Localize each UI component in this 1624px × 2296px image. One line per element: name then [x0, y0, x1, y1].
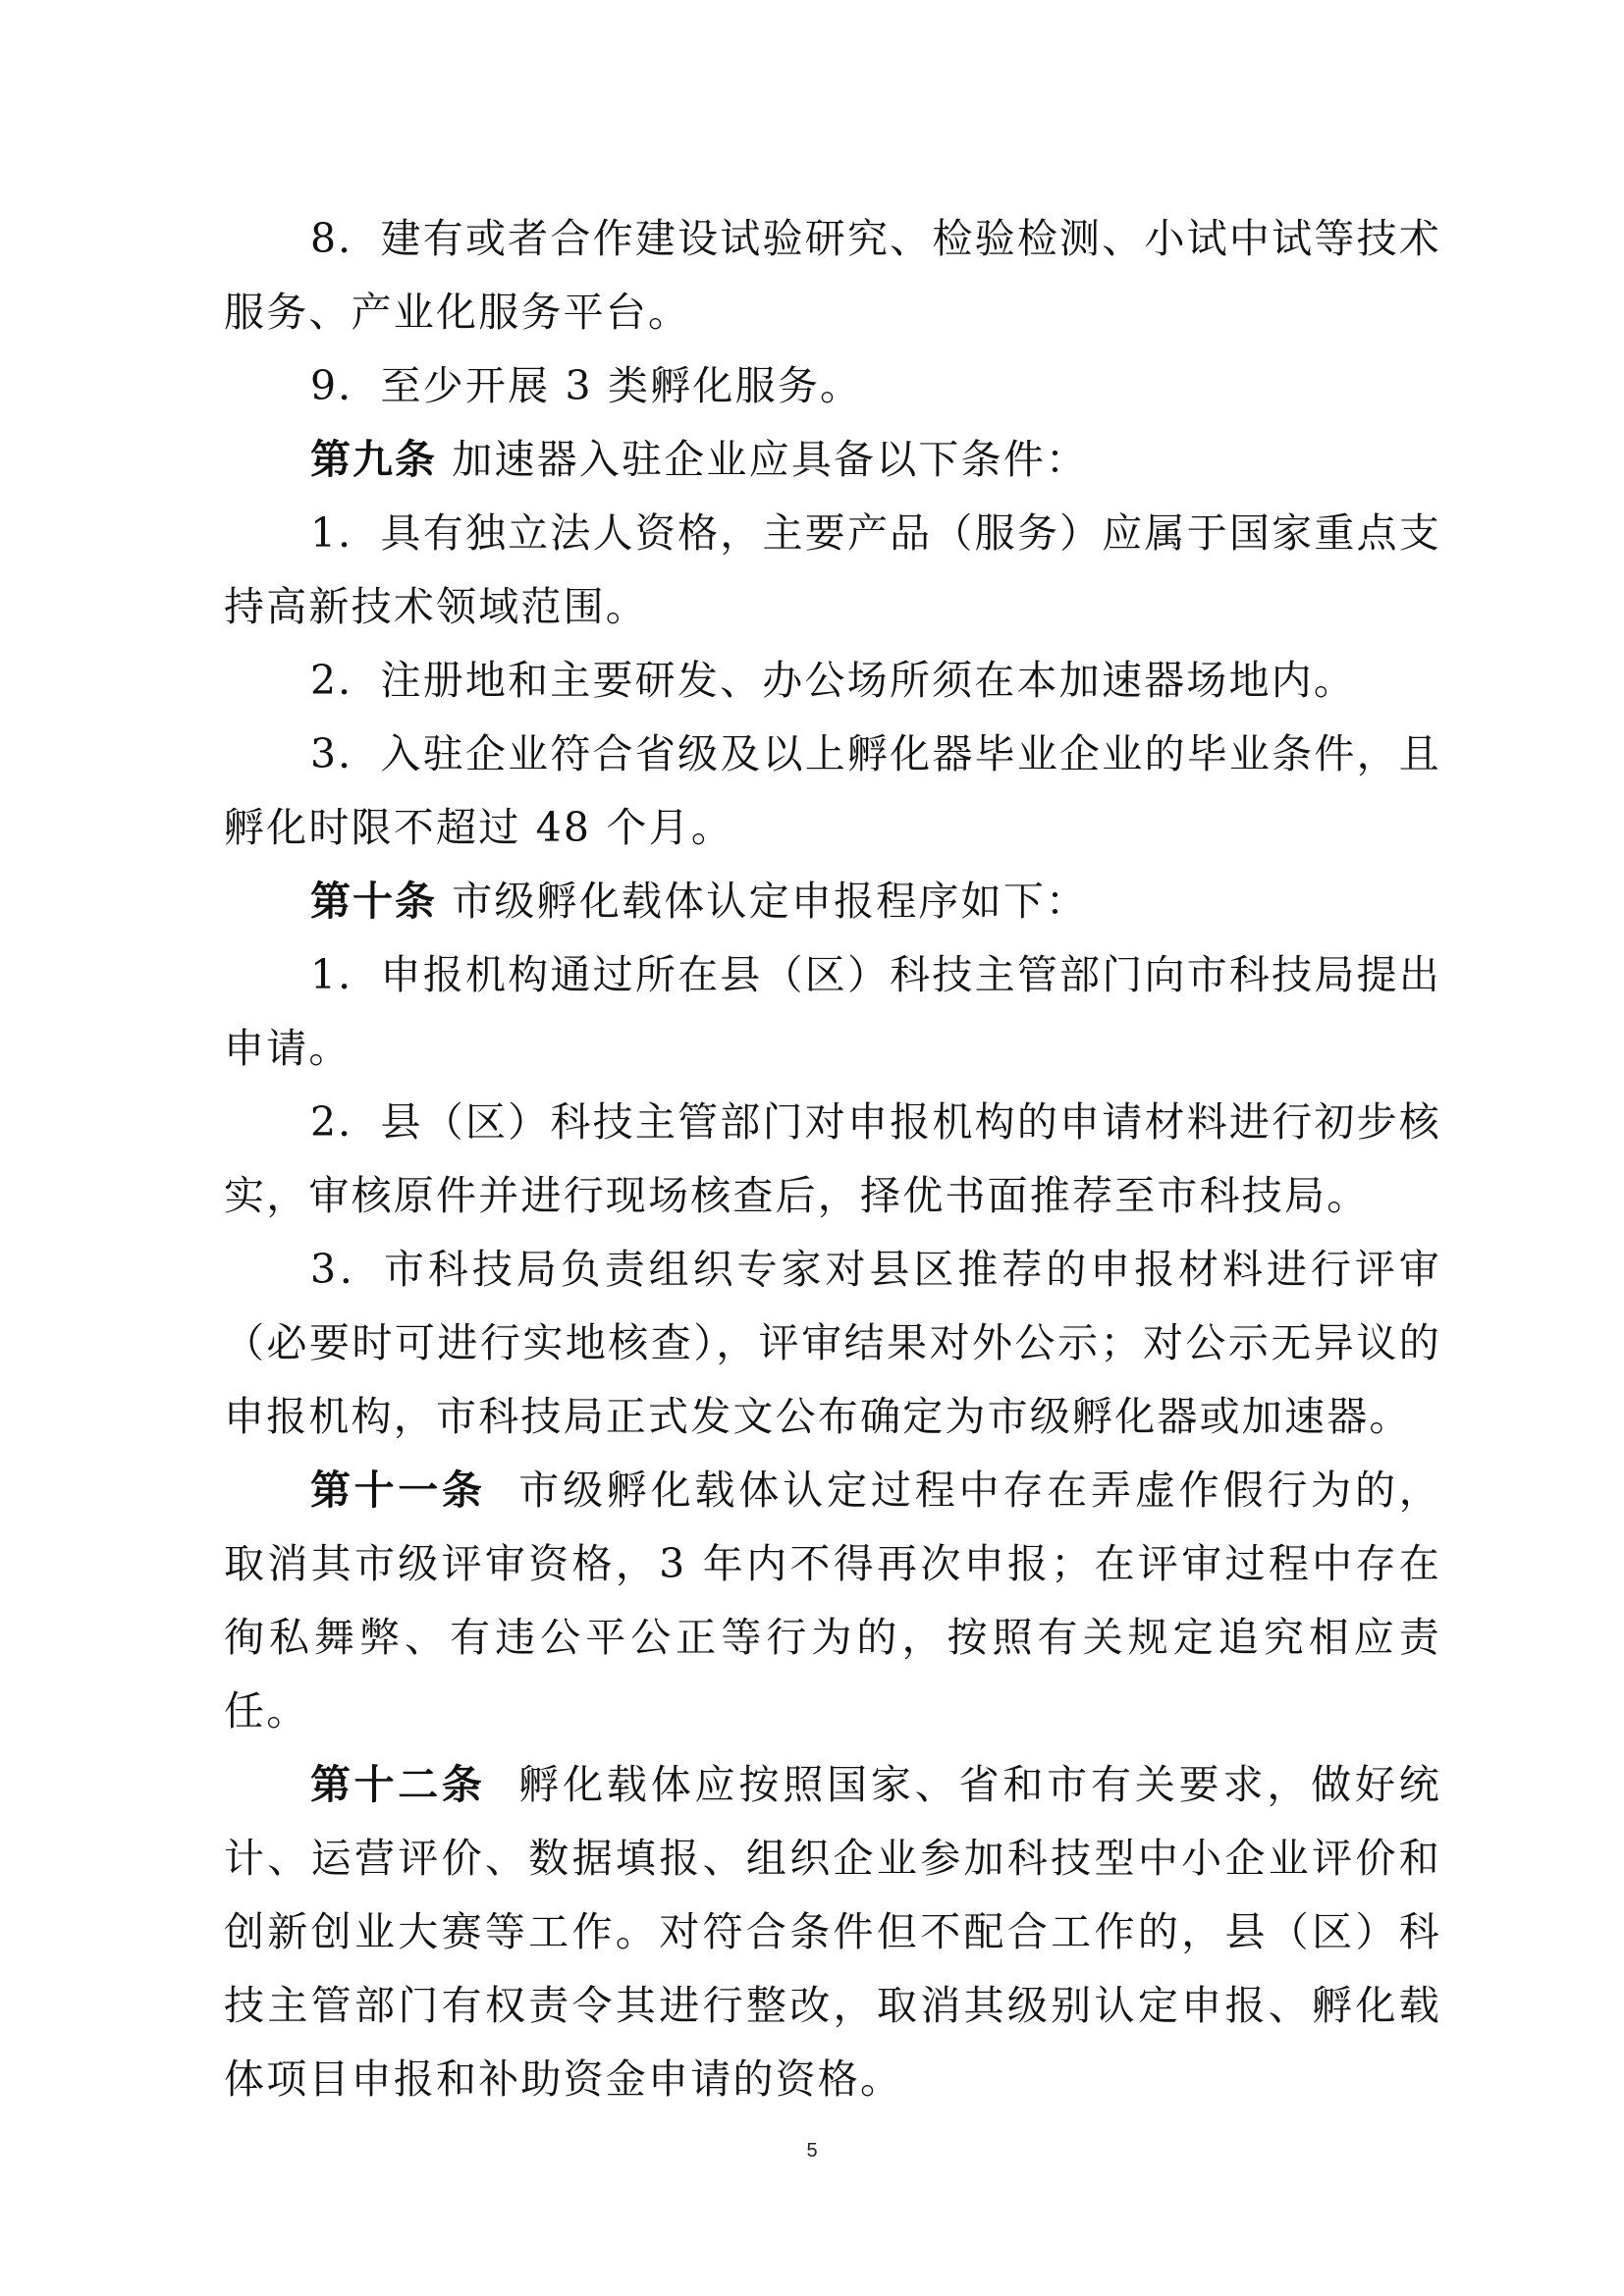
- article-12: 第十二条 孵化载体应按照国家、省和市有关要求，做好统计、运营评价、数据填报、组织企业参加科技型中小企业评价和创新创业大赛等工作。对符合条件但不配合工作的，县（区）科技主管部门有权责令其进行整改，取消其级别认定申报、孵化载体项目申报和补助资金申请的资格。: [224, 1761, 1442, 2103]
- page-number: 5: [806, 2140, 818, 2162]
- paragraph-item-3: 3．入驻企业符合省级及以上孵化器毕业企业的毕业条件，且孵化时限不超过 48 个月。: [224, 730, 1441, 851]
- paragraph-item-8: 8．建有或者合作建设试验研究、检验检测、小试中试等技术服务、产业化服务平台。: [224, 215, 1441, 336]
- paragraph-item-9: 9．至少开展 3 类孵化服务。: [310, 362, 863, 409]
- paragraph-item-3: 3．市科技局负责组织专家对县区推荐的申报材料进行评审（必要时可进行实地核查），评审结果对外公示；对公示无异议的申报机构，市科技局正式发文公布确定为市级孵化器或加速器。: [224, 1246, 1441, 1440]
- article-heading: 第九条: [310, 436, 437, 483]
- document-body: [224, 202, 1441, 2116]
- article-heading: 第十二条: [310, 1761, 486, 1808]
- paragraph-item-2: 2．注册地和主要研发、办公场所须在本加速器场地内。: [310, 657, 1357, 704]
- article-heading: 第十一条: [310, 1467, 486, 1514]
- article-9: 第九条 加速器入驻企业应具备以下条件：: [310, 436, 1089, 483]
- paragraph-item-1: 1．具有独立法人资格，主要产品（服务）应属于国家重点支持高新技术领域范围。: [224, 509, 1441, 630]
- article-heading: 第十条: [310, 878, 437, 925]
- article-11: 第十一条 市级孵化载体认定过程中存在弄虚作假行为的，取消其市级评审资格，3 年内不得再次申报；在评审过程中存在徇私舞弊、有违公平公正等行为的，按照有关规定追究相应责任。: [224, 1467, 1442, 1735]
- paragraph-item-1: 1．申报机构通过所在县（区）科技主管部门向市科技局提出申请。: [224, 951, 1441, 1072]
- article-10: 第十条 市级孵化载体认定申报程序如下：: [310, 878, 1089, 925]
- paragraph-item-2: 2．县（区）科技主管部门对申报机构的申请材料进行初步核实，审核原件并进行现场核查后，择优书面推荐至市科技局。: [224, 1098, 1441, 1219]
